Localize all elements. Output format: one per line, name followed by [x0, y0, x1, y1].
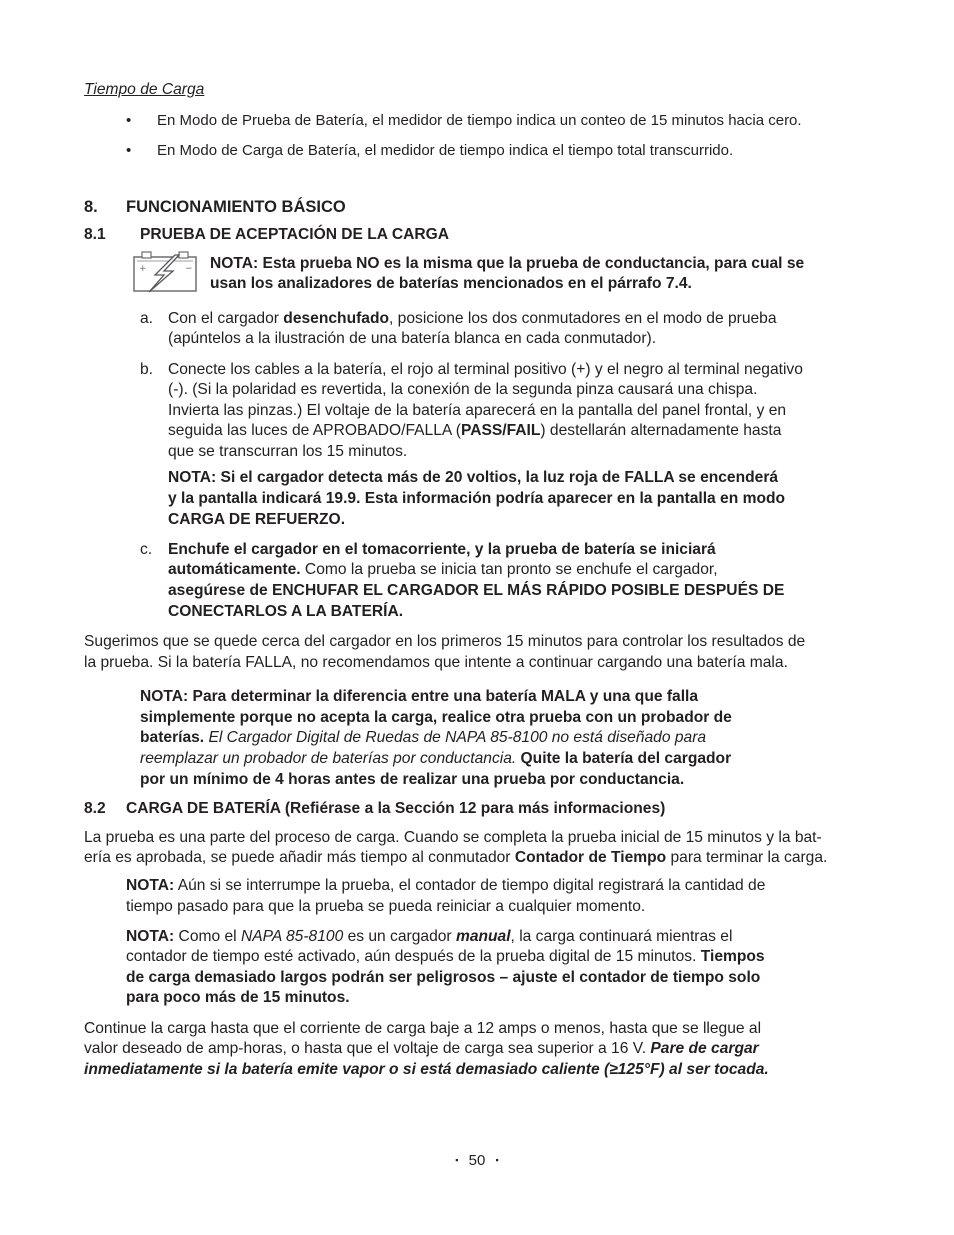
footer-marker-icon: ▪ — [495, 1155, 499, 1165]
nota-text: baterías. El Cargador Digital de Ruedas de NAPA 85-8100 no está diseñado para — [140, 729, 707, 746]
nota-text: simplemente porque no acepta la carga, realice otra prueba con un probador de — [140, 709, 732, 726]
svg-text:+: + — [139, 264, 147, 274]
step-text: Con el cargador desenchufado, posicione los dos conmutadores en el modo de prueba — [168, 310, 777, 327]
subsection-title: Tiempo de Carga — [84, 81, 205, 98]
nota-text: NOTA: Como el NAPA 85-8100 es un cargador manual, la carga continuará mientras el — [126, 928, 733, 945]
page-number: 50 — [468, 1152, 486, 1169]
step-text: (apúntelos a la ilustración de una batería blanca en cada conmutador). — [168, 330, 657, 347]
paragraph: inmediatamente si la batería emite vapor o si está demasiado caliente (≥125°F) al ser tocada. — [84, 1061, 769, 1078]
bullet-marker: • — [126, 112, 132, 129]
bullet-item: En Modo de Carga de Batería, el medidor de tiempo indica el tiempo total transcurrido. — [157, 142, 734, 159]
footer-marker-icon: ▪ — [455, 1155, 459, 1165]
paragraph: ería es aprobada, se puede añadir más tiempo al conmutador Contador de Tiempo para terminar la carga. — [84, 849, 828, 866]
nota-text: para poco más de 15 minutos. — [126, 989, 350, 1006]
nota-text: NOTA: Aún si se interrumpe la prueba, el contador de tiempo digital registrará la cantidad de — [126, 877, 766, 894]
nota-text: y la pantalla indicará 19.9. Esta información podría aparecer en la pantalla en modo — [168, 490, 786, 507]
paragraph: la prueba. Si la batería FALLA, no recomendamos que intente a continuar cargando una batería mala. — [84, 654, 788, 671]
step-marker: a. — [140, 310, 154, 327]
nota-text: NOTA: Esta prueba NO es la misma que la prueba de conductancia, para cual se — [210, 255, 805, 272]
step-text: seguida las luces de APROBADO/FALLA (PASS/FAIL) destellarán alternadamente hasta — [168, 422, 782, 439]
bullet-marker: • — [126, 142, 132, 159]
step-text: Conecte los cables a la batería, el rojo al terminal positivo (+) y el negro al terminal negativo — [168, 361, 803, 378]
section-title: FUNCIONAMIENTO BÁSICO — [126, 198, 346, 216]
nota-text: NOTA: Si el cargador detecta más de 20 voltios, la luz roja de FALLA se encenderá — [168, 469, 779, 486]
section-title: CARGA DE BATERÍA (Refiérase a la Sección 12 para más informaciones) — [126, 800, 666, 817]
step-text: (-). (Si la polaridad es revertida, la conexión de la segunda pinza causará una chispa. — [168, 381, 758, 398]
nota-text: NOTA: Para determinar la diferencia entre una batería MALA y una que falla — [140, 688, 699, 705]
section-number: 8.1 — [84, 226, 106, 243]
nota-text: por un mínimo de 4 horas antes de realizar una prueba por conductancia. — [140, 771, 685, 788]
nota-text: contador de tiempo esté activado, aún después de la prueba digital de 15 minutos. Tiempos — [126, 948, 765, 965]
svg-text:−: − — [185, 264, 193, 274]
section-title: PRUEBA DE ACEPTACIÓN DE LA CARGA — [140, 226, 449, 243]
step-text: Invierta las pinzas.) El voltaje de la batería aparecerá en la pantalla del panel frontal, y en — [168, 402, 787, 419]
paragraph: valor deseado de amp-horas, o hasta que el voltaje de carga sea superior a 16 V. Pare de cargar — [84, 1040, 759, 1057]
step-text: Enchufe el cargador en el tomacorriente, y la prueba de batería se iniciará — [168, 541, 716, 558]
nota-text: tiempo pasado para que la prueba se pueda reiniciar a cualquier momento. — [126, 898, 646, 915]
step-text: automáticamente. Como la prueba se inicia tan pronto se enchufe el cargador, — [168, 561, 718, 578]
section-number: 8. — [84, 198, 98, 216]
step-text: que se transcurran los 15 minutos. — [168, 443, 408, 460]
step-text: asegúrese de ENCHUFAR EL CARGADOR EL MÁS RÁPIDO POSIBLE DESPUÉS DE — [168, 582, 785, 599]
nota-text: CARGA DE REFUERZO. — [168, 511, 346, 528]
battery-warning-icon — [133, 251, 197, 293]
paragraph: Continue la carga hasta que el corriente de carga baje a 12 amps o menos, hasta que se llegue al — [84, 1020, 762, 1037]
paragraph: Sugerimos que se quede cerca del cargador en los primeros 15 minutos para controlar los resultados de — [84, 633, 806, 650]
page-footer — [0, 1152, 954, 1169]
step-text: CONECTARLOS A LA BATERÍA. — [168, 603, 404, 620]
section-number: 8.2 — [84, 800, 106, 817]
nota-text: usan los analizadores de baterías mencionados en el párrafo 7.4. — [210, 275, 692, 292]
paragraph: La prueba es una parte del proceso de carga. Cuando se completa la prueba inicial de 15 minutos y la bat- — [84, 829, 822, 846]
nota-text: reemplazar un probador de baterías por conductancia. Quite la batería del cargador — [140, 750, 732, 767]
step-marker: c. — [140, 541, 153, 558]
nota-text: de carga demasiado largos podrán ser peligrosos – ajuste el contador de tiempo solo — [126, 969, 761, 986]
step-marker: b. — [140, 361, 154, 378]
bullet-item: En Modo de Prueba de Batería, el medidor de tiempo indica un conteo de 15 minutos hacia cero. — [157, 112, 802, 129]
